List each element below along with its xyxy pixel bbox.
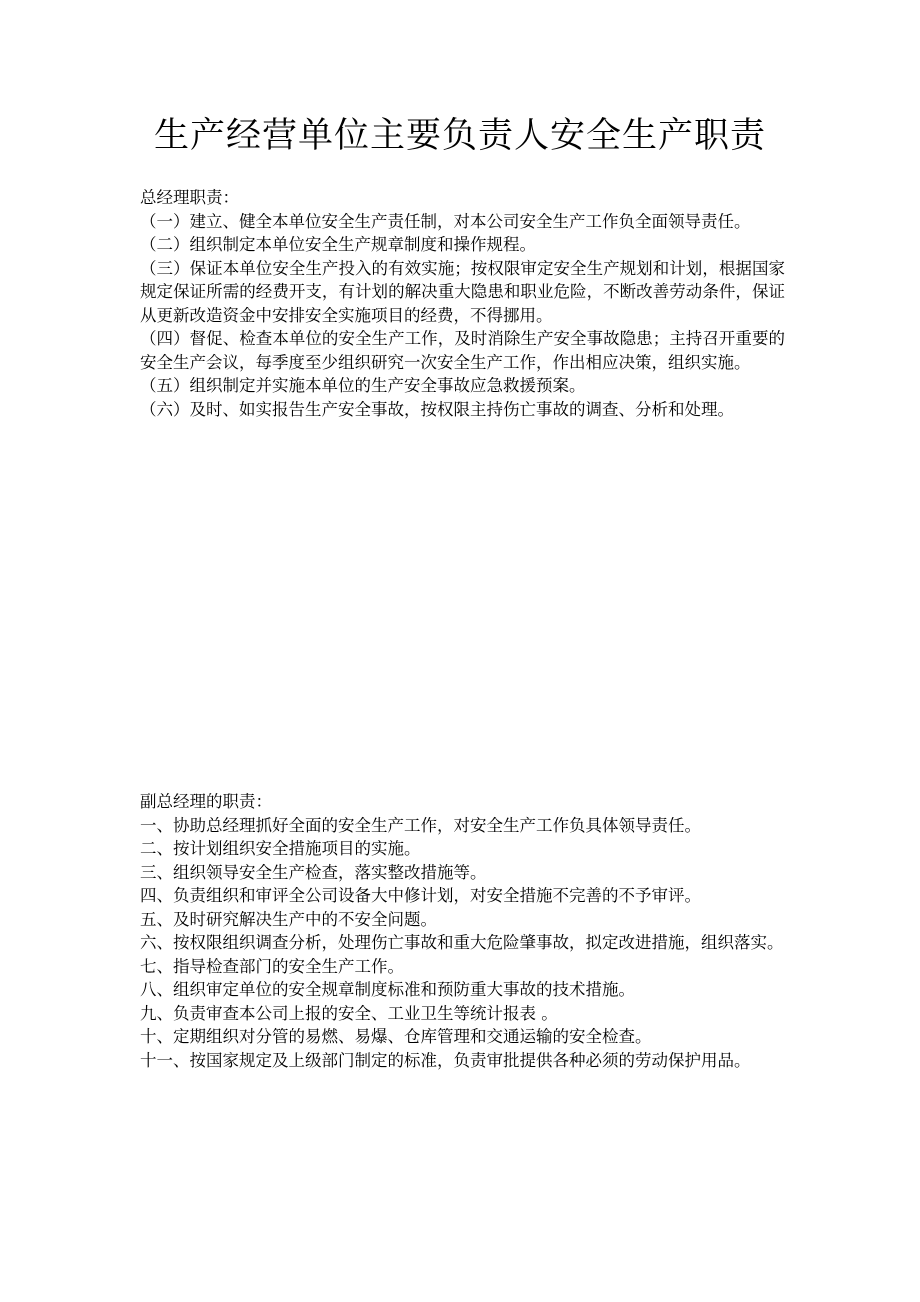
deputy-manager-item-10: 十、定期组织对分管的易燃、易爆、仓库管理和交通运输的安全检查。: [140, 1027, 652, 1046]
deputy-manager-item-2: 二、按计划组织安全措施项目的实施。: [140, 839, 421, 858]
deputy-manager-item-8: 八、组织审定单位的安全规章制度标准和预防重大事故的技术措施。: [140, 980, 635, 999]
document-title: 生产经营单位主要负责人安全生产职责: [153, 116, 766, 156]
deputy-manager-item-9: 九、负责审查本公司上报的安全、工业卫生等统计报表 。: [140, 1003, 558, 1023]
general-manager-item-2: （二）组织制定本单位安全生产规章制度和操作规程。: [140, 235, 536, 254]
general-manager-item-1: （一）建立、健全本单位安全生产责任制，对本公司安全生产工作负全面领导责任。: [140, 211, 751, 231]
deputy-manager-item-11: 十一、按国家规定及上级部门制定的标准，负责审批提供各种必须的劳动保护用品。: [140, 1050, 751, 1070]
general-manager-item-5: （五）组织制定并实施本单位的生产安全事故应急救援预案。: [140, 376, 586, 395]
general-manager-heading: 总经理职责：: [140, 188, 239, 207]
general-manager-item-3: （三）保证本单位安全生产投入的有效实施；按权限审定安全生产规划和计划，根据国家规定保证所需的经费开支，有计划的解决重大隐患和职业危险，不断改善劳动条件，保证从更新改造资金中安排安全实施项目的经费，不得挪用。: [140, 258, 785, 325]
deputy-manager-heading: 副总经理的职责：: [140, 792, 272, 811]
general-manager-item-6: （六）及时、如实报告生产安全事故，按权限主持伤亡事故的调查、分析和处理。: [140, 399, 734, 419]
deputy-manager-item-1: 一、协助总经理抓好全面的安全生产工作，对安全生产工作负具体领导责任。: [140, 815, 701, 835]
general-manager-item-4: （四）督促、检查本单位的安全生产工作，及时消除生产安全事故隐患；主持召开重要的安全生产会议，每季度至少组织研究一次安全生产工作，作出相应决策，组织实施。: [140, 329, 785, 372]
deputy-manager-item-4: 四、负责组织和审评全公司设备大中修计划，对安全措施不完善的不予审评。: [140, 886, 701, 905]
deputy-manager-item-7: 七、指导检查部门的安全生产工作。: [140, 956, 404, 976]
deputy-manager-item-5: 五、及时研究解决生产中的不安全问题。: [140, 909, 437, 929]
deputy-manager-item-3: 三、组织领导安全生产检查，落实整改措施等。: [140, 862, 487, 882]
general-manager-section: [140, 186, 785, 421]
deputy-manager-item-6: 六、按权限组织调查分析，处理伤亡事故和重大危险肇事故，拟定改进措施，组织落实。: [140, 933, 784, 952]
deputy-manager-section: [140, 790, 785, 1072]
